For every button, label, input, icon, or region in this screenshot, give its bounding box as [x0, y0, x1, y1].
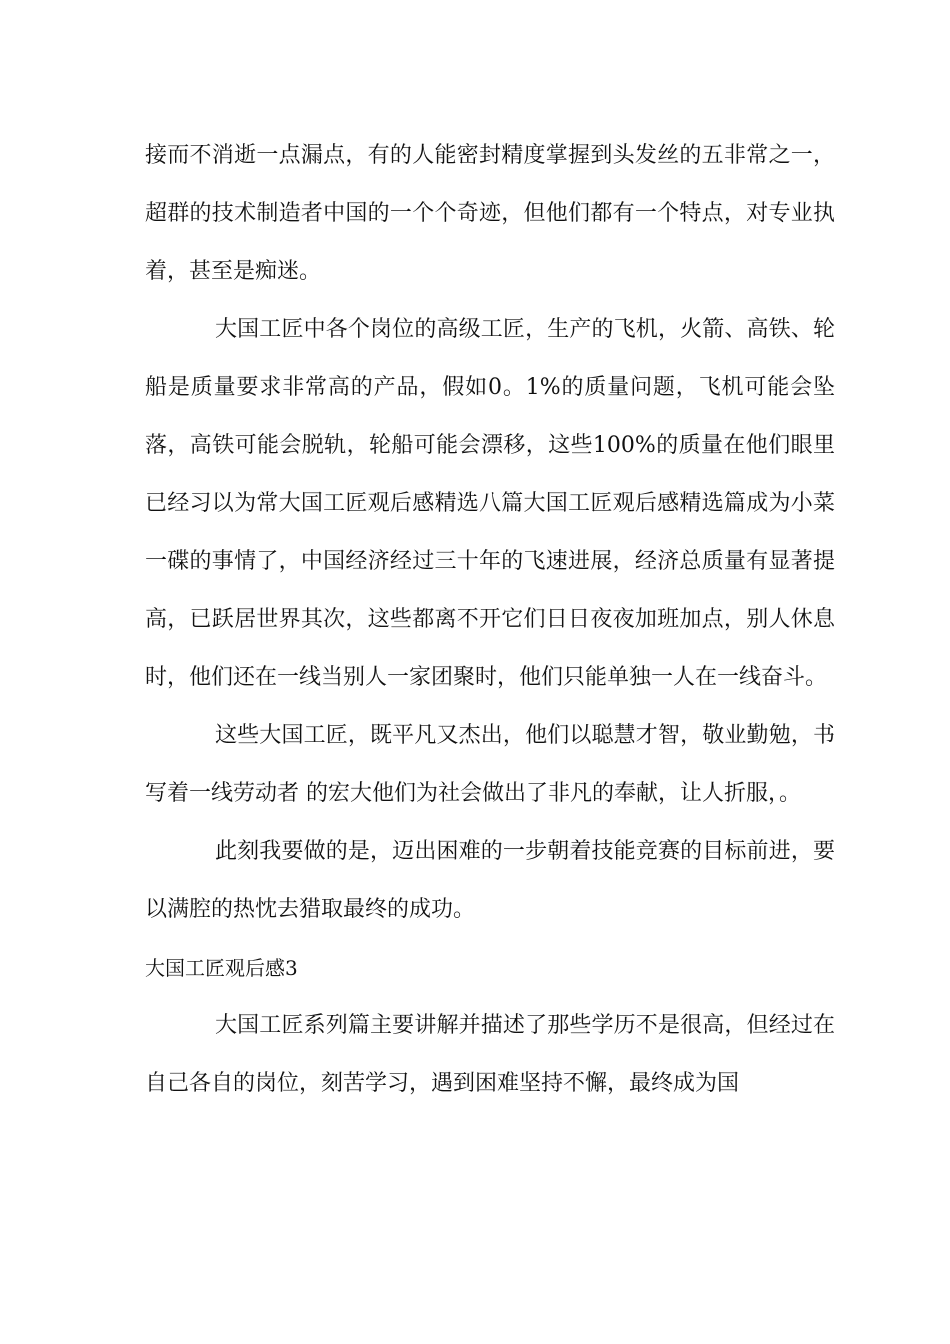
section-heading: 大国工匠观后感3 [145, 956, 298, 980]
paragraph-1: 接而不消逝一点漏点，有的人能密封精度掌握到头发丝的五非常之一，超群的技术制造者中国的一个个奇迹，但他们都有一个特点，对专业执着，甚至是痴迷。 [145, 143, 835, 284]
document-body [145, 127, 835, 1113]
paragraph-2: 大国工匠中各个岗位的高级工匠，生产的飞机，火箭、高铁、轮船是质量要求非常高的产品，假如0。1%的质量问题，飞机可能会坠落，高铁可能会脱轨，轮船可能会漂移，这些100%的质量在他们眼里已经习以为常大国工匠观后感精选八篇大国工匠观后感精选篇成为小菜一碟的事情了，中国经济经过三十年的飞速进展，经济总质量有显著提高，已跃居世界其次，这些都离不开它们日日夜夜加班加点，别人休息时，他们还在一线当别人一家团聚时，他们只能单独一人在一线奋斗。 [145, 317, 835, 690]
paragraph-4: 此刻我要做的是，迈出困难的一步朝着技能竞赛的目标前进，要以满腔的热忱去猎取最终的成功。 [145, 839, 835, 922]
paragraph-5: 大国工匠系列篇主要讲解并描述了那些学历不是很高，但经过在自己各自的岗位，刻苦学习，遇到困难坚持不懈，最终成为国 [145, 1013, 835, 1096]
paragraph-3: 这些大国工匠，既平凡又杰出，他们以聪慧才智，敬业勤勉，书写着一线劳动者 的宏大他们为社会做出了非凡的奉献，让人折服，。 [145, 723, 835, 806]
